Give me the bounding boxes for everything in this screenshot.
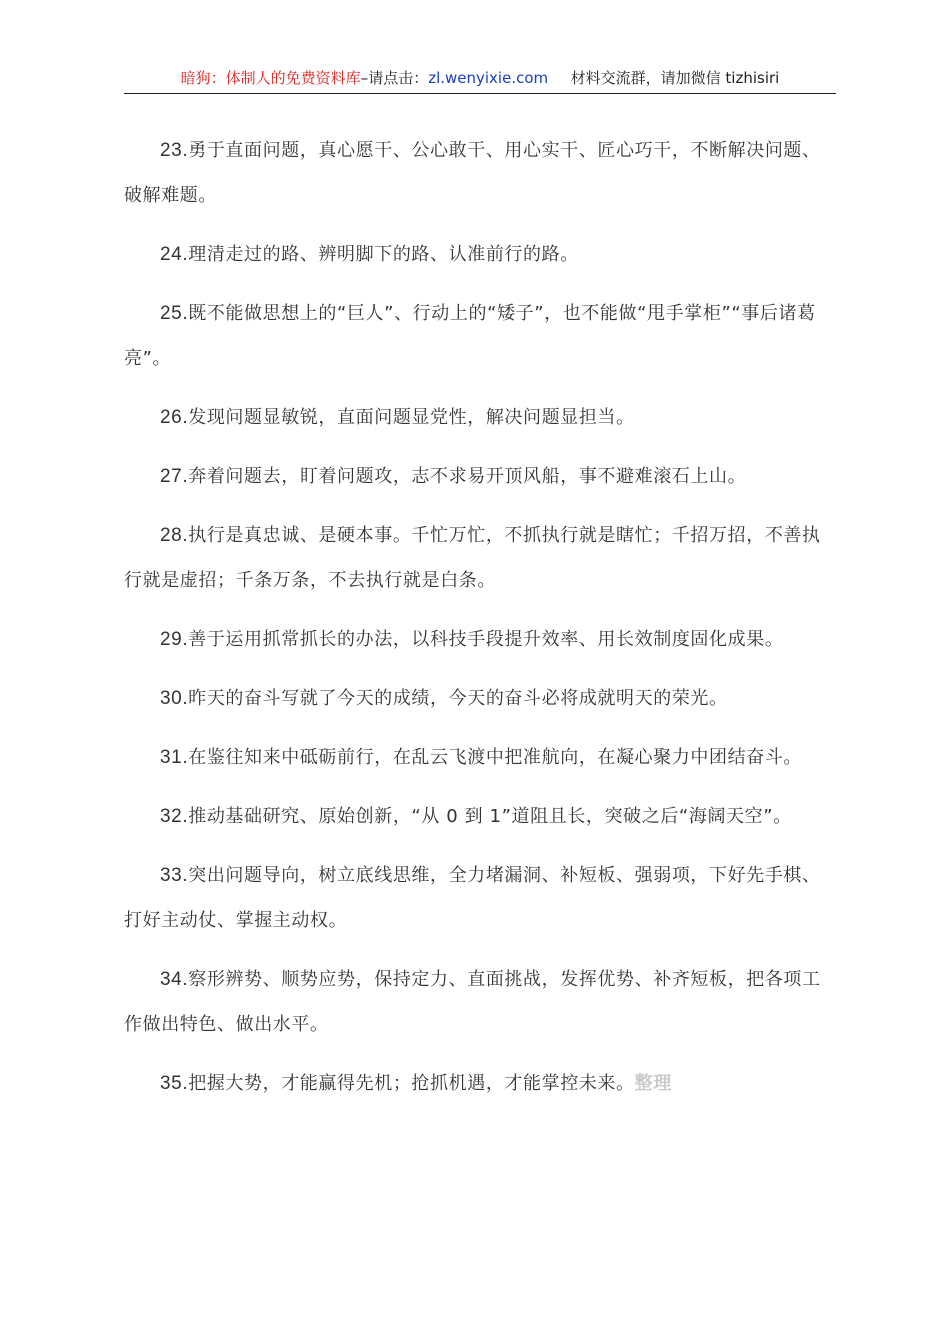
wechat-group-text: 材料交流群，请加微信 tizhisiri xyxy=(570,69,780,87)
paragraph-24: 24.理清走过的路、辨明脚下的路、认准前行的路。 xyxy=(160,244,579,265)
paragraph-26: 26.发现问题显敏锐，直面问题显党性，解决问题显担当。 xyxy=(160,407,635,428)
paragraph-34: 34.察形辨势、顺势应势，保持定力、直面挑战，发挥优势、补齐短板，把各项工作做出特色、做出水平。 xyxy=(124,969,821,1035)
paragraph-25: 25.既不能做思想上的“巨人”、行动上的“矮子”，也不能做“甩手掌柜”“事后诸葛亮”。 xyxy=(124,303,816,369)
tail-note: 整理 xyxy=(634,1073,672,1094)
site-url-link[interactable]: zl.wenyixie.com xyxy=(428,69,549,87)
click-prefix: –请点击： xyxy=(360,69,429,87)
paragraph-31: 31.在鉴往知来中砥砺前行，在乱云飞渡中把准航向，在凝心聚力中团结奋斗。 xyxy=(160,747,803,768)
paragraph-32: 32.推动基础研究、原始创新，“从 0 到 1”道阻且长，突破之后“海阔天空”。 xyxy=(160,806,792,827)
paragraph-23: 23.勇于直面问题，真心愿干、公心敢干、用心实干、匠心巧干，不断解决问题、破解难题。 xyxy=(124,140,821,206)
paragraph-28: 28.执行是真忠诚、是硬本事。千忙万忙，不抓执行就是瞎忙；千招万招，不善执行就是虚招；千条万条，不去执行就是白条。 xyxy=(124,525,821,591)
paragraph-35: 35.把握大势，才能赢得先机；抢抓机遇，才能掌控未来。整理 xyxy=(160,1073,672,1094)
paragraph-33: 33.突出问题导向，树立底线思维，全力堵漏洞、补短板、强弱项，下好先手棋、打好主动仗、掌握主动权。 xyxy=(124,865,821,931)
site-brand: 暗狗：体制人的免费资料库 xyxy=(180,69,361,87)
paragraph-29: 29.善于运用抓常抓长的办法，以科技手段提升效率、用长效制度固化成果。 xyxy=(160,629,784,650)
paragraph-27: 27.奔着问题去，盯着问题攻，志不求易开顶风船，事不避难滚石上山。 xyxy=(160,466,747,487)
document-body xyxy=(124,128,839,1120)
page-header xyxy=(124,64,836,94)
paragraph-30: 30.昨天的奋斗写就了今天的成绩，今天的奋斗必将成就明天的荣光。 xyxy=(160,688,728,709)
